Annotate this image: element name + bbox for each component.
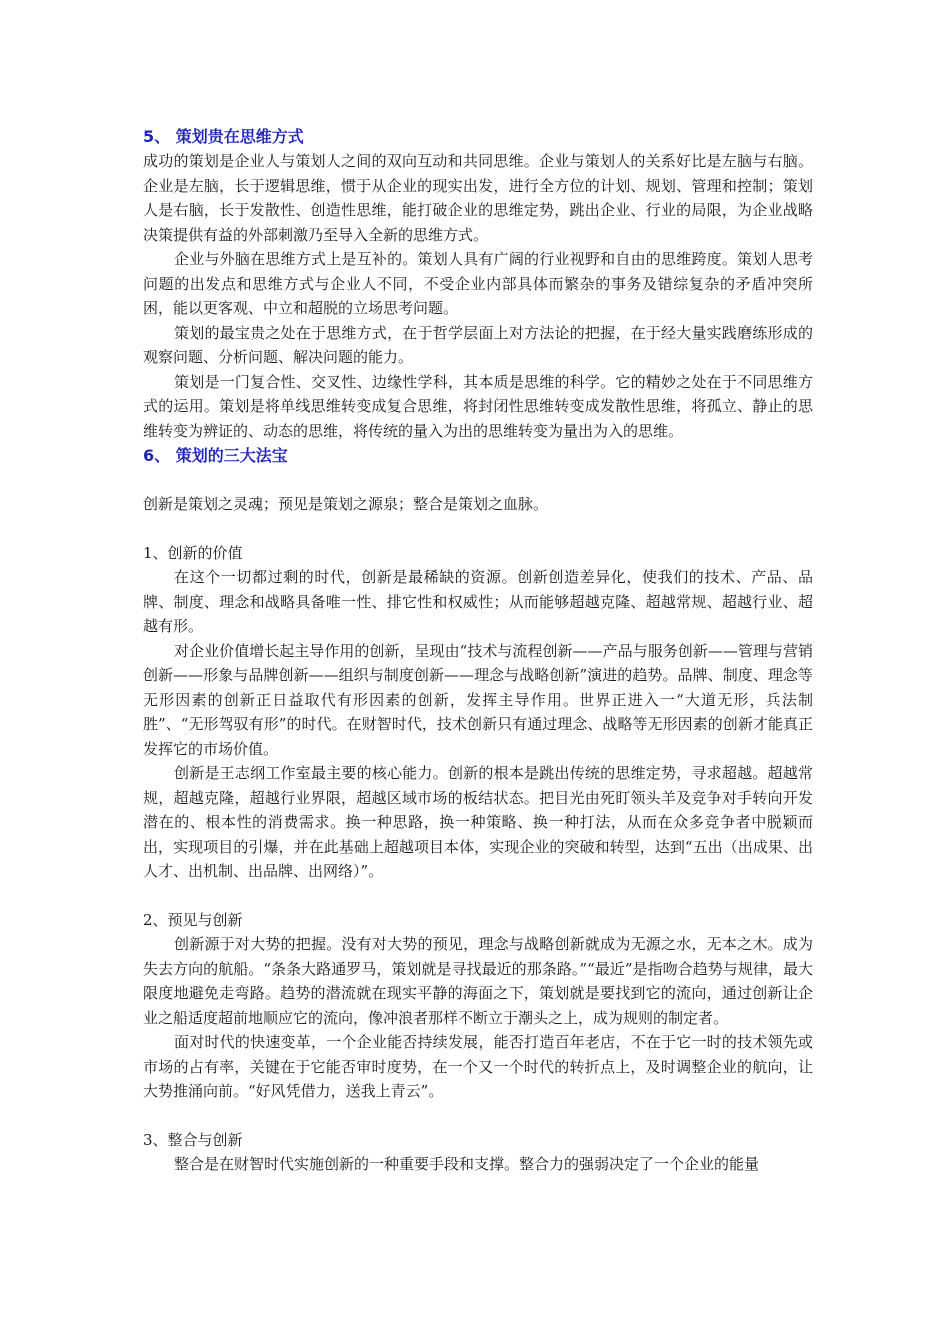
section-5-paragraph-2: 企业与外脑在思维方式上是互补的。策划人具有广阔的行业视野和自由的思维跨度。策划人思考问题的出发点和思维方式与企业人不同，不受企业内部具体而繁杂的事务及错综复杂的矛盾冲突所困，能以更客观、中立和超脱的立场思考问题。 (143, 250, 813, 317)
section-5-paragraph-3: 策划的最宝贵之处在于思维方式，在于哲学层面上对方法论的把握，在于经大量实践磨练形成的观察问题、分析问题、解决问题的能力。 (143, 323, 813, 366)
section-6-intro: 创新是策划之灵魂；预见是策划之源泉；整合是策划之血脉。 (143, 495, 549, 513)
subsection-1-paragraph-2: 对企业价值增长起主导作用的创新，呈现由“技术与流程创新——产品与服务创新——管理与营销创新——形象与品牌创新——组织与制度创新——理念与战略创新”演进的趋势。品牌、制度、理念等无形因素的创新正日益取代有形因素的创新，发挥主导作用。世界正进入一“大道无形，兵法制胜”、“无形驾驭有形”的时代。在财智时代，技术创新只有通过理念、战略等无形因素的创新才能真正发挥它的市场价值。 (143, 641, 813, 758)
section-5-paragraph-1: 成功的策划是企业人与策划人之间的双向互动和共同思维。企业与策划人的关系好比是左脑与右脑。企业是左脑，长于逻辑思维，惯于从企业的现实出发，进行全方位的计划、规划、管理和控制；策划人是右脑，长于发散性、创造性思维，能打破企业的思维定势，跳出企业、行业的局限，为企业战略决策提供有益的外部刺激乃至导入全新的思维方式。 (143, 152, 813, 244)
section-5-heading: 5、 策划贵在思维方式 (143, 127, 304, 146)
document-page (143, 124, 813, 1177)
subsection-3-title: 3、整合与创新 (143, 1130, 243, 1149)
subsection-2-title: 2、预见与创新 (143, 910, 243, 929)
subsection-2-paragraph-1: 创新源于对大势的把握。没有对大势的预见，理念与战略创新就成为无源之水，无本之木。成为失去方向的航船。“条条大路通罗马，策划就是寻找最近的那条路。”“最近”是指吻合趋势与规律，最大限度地避免走弯路。趋势的潜流就在现实平静的海面之下，策划就是要找到它的流向，通过创新让企业之船适度超前地顺应它的流向，像冲浪者那样不断立于潮头之上，成为规则的制定者。 (143, 935, 813, 1027)
subsection-1-title: 1、创新的价值 (143, 543, 243, 562)
subsection-1-paragraph-3: 创新是王志纲工作室最主要的核心能力。创新的根本是跳出传统的思维定势，寻求超越。超越常规，超越克隆，超越行业界限，超越区域市场的板结状态。把目光由死盯领头羊及竞争对手转向开发潜在的、根本性的消费需求。换一种思路，换一种策略、换一种打法，从而在众多竞争者中脱颖而出，实现项目的引爆，并在此基础上超越项目本体，实现企业的突破和转型，达到“五出（出成果、出人才、出机制、出品牌、出网络）”。 (143, 764, 813, 880)
subsection-3-paragraph-1: 整合是在财智时代实施创新的一种重要手段和支撑。整合力的强弱决定了一个企业的能量 (174, 1155, 760, 1173)
section-5-paragraph-4: 策划是一门复合性、交叉性、边缘性学科，其本质是思维的科学。它的精妙之处在于不同思维方式的运用。策划是将单线思维转变成复合思维，将封闭性思维转变成发散性思维，将孤立、静止的思维转变为辨证的、动态的思维，将传统的量入为出的思维转变为量出为入的思维。 (143, 372, 813, 440)
subsection-2-paragraph-2: 面对时代的快速变革，一个企业能否持续发展，能否打造百年老店，不在于它一时的技术领先或市场的占有率，关键在于它能否审时度势，在一个又一个时代的转折点上，及时调整企业的航向，让大势推涌向前。“好风凭借力，送我上青云”。 (143, 1033, 813, 1100)
section-6-heading: 6、 策划的三大法宝 (143, 446, 288, 465)
subsection-1-paragraph-1: 在这个一切都过剩的时代，创新是最稀缺的资源。创新创造差异化，使我们的技术、产品、品牌、制度、理念和战略具备唯一性、排它性和权威性；从而能够超越克隆、超越常规、超越行业、超越有形。 (143, 568, 813, 635)
